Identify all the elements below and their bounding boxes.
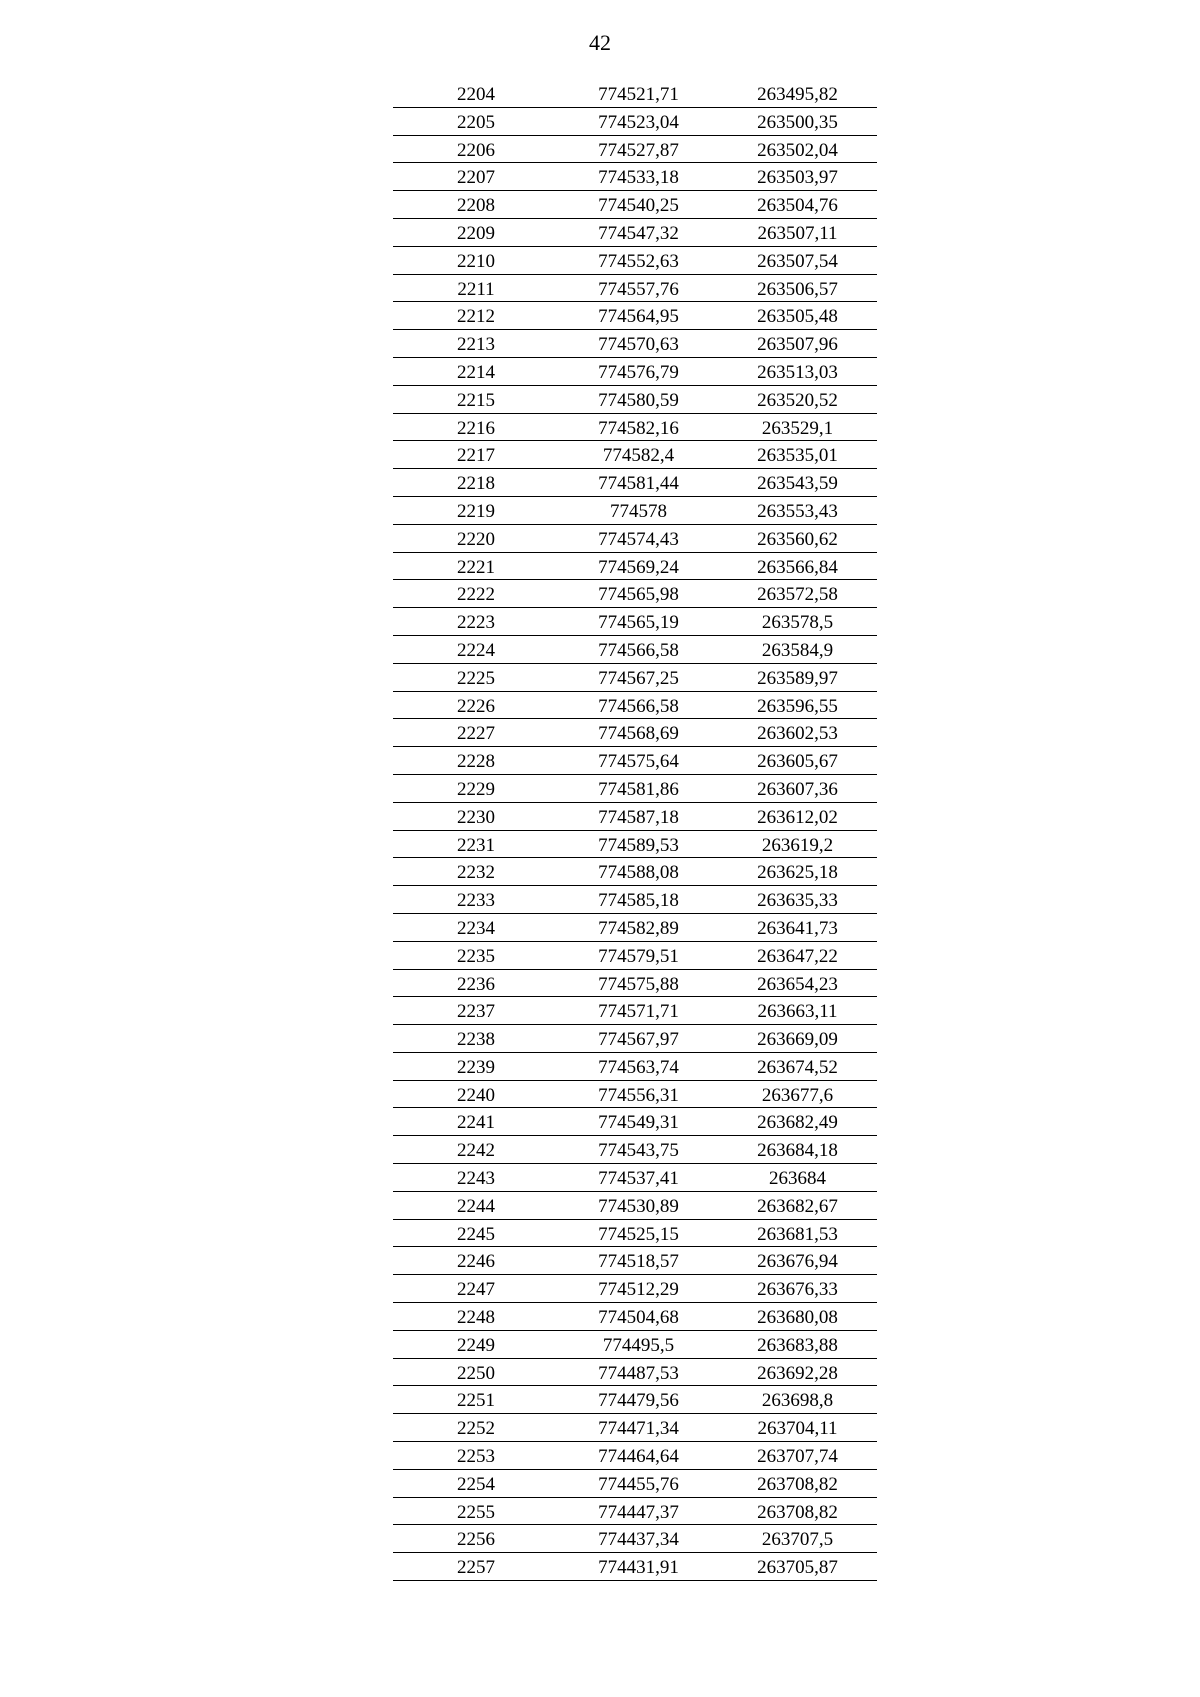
x-coordinate-cell: 774543,75 xyxy=(598,1140,679,1162)
point-number-cell: 2256 xyxy=(457,1529,495,1551)
y-coordinate-cell: 263674,52 xyxy=(757,1056,838,1078)
x-coordinate-cell: 774518,57 xyxy=(598,1251,679,1273)
table-row xyxy=(393,803,877,831)
table-row xyxy=(393,1331,877,1359)
x-coordinate-cell: 774570,63 xyxy=(598,334,679,356)
table-row xyxy=(393,1275,877,1303)
table-row xyxy=(393,302,877,330)
table-row xyxy=(393,1164,877,1192)
point-number-cell: 2254 xyxy=(457,1473,495,1495)
x-coordinate-cell: 774568,69 xyxy=(598,723,679,745)
y-coordinate-cell: 263607,36 xyxy=(757,778,838,800)
y-coordinate-cell: 263684,18 xyxy=(757,1140,838,1162)
table-row xyxy=(393,831,877,859)
table-row xyxy=(393,775,877,803)
table-row xyxy=(393,636,877,664)
point-number-cell: 2235 xyxy=(457,945,495,967)
table-row xyxy=(393,1136,877,1164)
y-coordinate-cell: 263596,55 xyxy=(757,695,838,717)
y-coordinate-cell: 263654,23 xyxy=(757,973,838,995)
y-coordinate-cell: 263647,22 xyxy=(757,945,838,967)
table-row xyxy=(393,469,877,497)
x-coordinate-cell: 774512,29 xyxy=(598,1279,679,1301)
point-number-cell: 2222 xyxy=(457,584,495,606)
x-coordinate-cell: 774579,51 xyxy=(598,945,679,967)
point-number-cell: 2234 xyxy=(457,917,495,939)
y-coordinate-cell: 263619,2 xyxy=(761,834,834,856)
table-row xyxy=(393,1081,877,1109)
x-coordinate-cell: 774582,4 xyxy=(602,445,675,467)
table-row xyxy=(393,108,877,136)
table-row xyxy=(393,163,877,191)
table-row xyxy=(393,275,877,303)
x-coordinate-cell: 774464,64 xyxy=(598,1446,679,1468)
point-number-cell: 2217 xyxy=(457,445,495,467)
table-row xyxy=(393,914,877,942)
x-coordinate-cell: 774525,15 xyxy=(598,1223,679,1245)
y-coordinate-cell: 263707,5 xyxy=(761,1529,834,1551)
x-coordinate-cell: 774576,79 xyxy=(598,361,679,383)
x-coordinate-cell: 774537,41 xyxy=(598,1168,679,1190)
table-row xyxy=(393,80,877,108)
table-row xyxy=(393,247,877,275)
x-coordinate-cell: 774527,87 xyxy=(598,139,679,161)
point-number-cell: 2244 xyxy=(457,1195,495,1217)
x-coordinate-cell: 774566,58 xyxy=(598,639,679,661)
y-coordinate-cell: 263708,82 xyxy=(757,1501,838,1523)
y-coordinate-cell: 263682,49 xyxy=(757,1112,838,1134)
y-coordinate-cell: 263692,28 xyxy=(757,1362,838,1384)
table-row xyxy=(393,1192,877,1220)
y-coordinate-cell: 263504,76 xyxy=(757,195,838,217)
point-number-cell: 2246 xyxy=(457,1251,495,1273)
point-number-cell: 2238 xyxy=(457,1029,495,1051)
y-coordinate-cell: 263529,1 xyxy=(761,417,834,439)
y-coordinate-cell: 263535,01 xyxy=(757,445,838,467)
y-coordinate-cell: 263506,57 xyxy=(757,278,838,300)
y-coordinate-cell: 263543,59 xyxy=(757,473,838,495)
y-coordinate-cell: 263507,54 xyxy=(757,250,838,272)
point-number-cell: 2236 xyxy=(457,973,495,995)
x-coordinate-cell: 774455,76 xyxy=(598,1473,679,1495)
y-coordinate-cell: 263682,67 xyxy=(757,1195,838,1217)
y-coordinate-cell: 263683,88 xyxy=(757,1334,838,1356)
x-coordinate-cell: 774581,44 xyxy=(598,473,679,495)
y-coordinate-cell: 263612,02 xyxy=(757,806,838,828)
point-number-cell: 2250 xyxy=(457,1362,495,1384)
table-row xyxy=(393,553,877,581)
point-number-cell: 2229 xyxy=(457,778,495,800)
table-row xyxy=(393,1525,877,1553)
x-coordinate-cell: 774487,53 xyxy=(598,1362,679,1384)
y-coordinate-cell: 263602,53 xyxy=(757,723,838,745)
x-coordinate-cell: 774447,37 xyxy=(598,1501,679,1523)
point-number-cell: 2248 xyxy=(457,1307,495,1329)
table-row xyxy=(393,608,877,636)
point-number-cell: 2257 xyxy=(457,1557,495,1579)
point-number-cell: 2228 xyxy=(457,751,495,773)
y-coordinate-cell: 263698,8 xyxy=(761,1390,834,1412)
x-coordinate-cell: 774567,25 xyxy=(598,667,679,689)
point-number-cell: 2239 xyxy=(457,1056,495,1078)
y-coordinate-cell: 263560,62 xyxy=(757,528,838,550)
x-coordinate-cell: 774565,19 xyxy=(598,612,679,634)
point-number-cell: 2251 xyxy=(457,1390,495,1412)
x-coordinate-cell: 774437,34 xyxy=(598,1529,679,1551)
point-number-cell: 2240 xyxy=(457,1084,495,1106)
table-row xyxy=(393,719,877,747)
y-coordinate-cell: 263507,96 xyxy=(757,334,838,356)
point-number-cell: 2206 xyxy=(457,139,495,161)
x-coordinate-cell: 774585,18 xyxy=(598,890,679,912)
table-row xyxy=(393,1553,877,1581)
table-row xyxy=(393,970,877,998)
y-coordinate-cell: 263677,6 xyxy=(761,1084,834,1106)
table-row xyxy=(393,1053,877,1081)
table-row xyxy=(393,1108,877,1136)
table-row xyxy=(393,1470,877,1498)
point-number-cell: 2249 xyxy=(457,1334,495,1356)
x-coordinate-cell: 774521,71 xyxy=(598,84,679,105)
table-row xyxy=(393,858,877,886)
x-coordinate-cell: 774431,91 xyxy=(598,1557,679,1579)
table-row xyxy=(393,136,877,164)
point-number-cell: 2209 xyxy=(457,222,495,244)
x-coordinate-cell: 774587,18 xyxy=(598,806,679,828)
x-coordinate-cell: 774557,76 xyxy=(598,278,679,300)
x-coordinate-cell: 774575,88 xyxy=(598,973,679,995)
x-coordinate-cell: 774504,68 xyxy=(598,1307,679,1329)
point-number-cell: 2242 xyxy=(457,1140,495,1162)
x-coordinate-cell: 774479,56 xyxy=(598,1390,679,1412)
y-coordinate-cell: 263605,67 xyxy=(757,751,838,773)
x-coordinate-cell: 774581,86 xyxy=(598,778,679,800)
x-coordinate-cell: 774582,89 xyxy=(598,917,679,939)
x-coordinate-cell: 774565,98 xyxy=(598,584,679,606)
table-row xyxy=(393,692,877,720)
point-number-cell: 2224 xyxy=(457,639,495,661)
point-number-cell: 2204 xyxy=(457,84,495,105)
x-coordinate-cell: 774588,08 xyxy=(598,862,679,884)
x-coordinate-cell: 774471,34 xyxy=(598,1418,679,1440)
point-number-cell: 2232 xyxy=(457,862,495,884)
y-coordinate-cell: 263505,48 xyxy=(757,306,838,328)
point-number-cell: 2227 xyxy=(457,723,495,745)
table-row xyxy=(393,1442,877,1470)
point-number-cell: 2212 xyxy=(457,306,495,328)
x-coordinate-cell: 774552,63 xyxy=(598,250,679,272)
x-coordinate-cell: 774571,71 xyxy=(598,1001,679,1023)
table-row xyxy=(393,886,877,914)
point-number-cell: 2219 xyxy=(457,500,495,522)
point-number-cell: 2221 xyxy=(457,556,495,578)
y-coordinate-cell: 263676,33 xyxy=(757,1279,838,1301)
x-coordinate-cell: 774574,43 xyxy=(598,528,679,550)
y-coordinate-cell: 263572,58 xyxy=(757,584,838,606)
point-number-cell: 2230 xyxy=(457,806,495,828)
table-row xyxy=(393,525,877,553)
y-coordinate-cell: 263681,53 xyxy=(757,1223,838,1245)
y-coordinate-cell: 263684 xyxy=(769,1168,826,1190)
point-number-cell: 2223 xyxy=(457,612,495,634)
x-coordinate-cell: 774582,16 xyxy=(598,417,679,439)
y-coordinate-cell: 263578,5 xyxy=(761,612,834,634)
point-number-cell: 2233 xyxy=(457,890,495,912)
point-number-cell: 2226 xyxy=(457,695,495,717)
point-number-cell: 2218 xyxy=(457,473,495,495)
y-coordinate-cell: 263566,84 xyxy=(757,556,838,578)
point-number-cell: 2208 xyxy=(457,195,495,217)
table-row xyxy=(393,219,877,247)
y-coordinate-cell: 263495,82 xyxy=(757,84,838,105)
table-row xyxy=(393,414,877,442)
x-coordinate-cell: 774575,64 xyxy=(598,751,679,773)
x-coordinate-cell: 774523,04 xyxy=(598,111,679,133)
y-coordinate-cell: 263500,35 xyxy=(757,111,838,133)
point-number-cell: 2215 xyxy=(457,389,495,411)
x-coordinate-cell: 774566,58 xyxy=(598,695,679,717)
y-coordinate-cell: 263704,11 xyxy=(757,1418,838,1440)
x-coordinate-cell: 774530,89 xyxy=(598,1195,679,1217)
x-coordinate-cell: 774578 xyxy=(610,500,667,522)
x-coordinate-cell: 774556,31 xyxy=(598,1084,679,1106)
table-row xyxy=(393,191,877,219)
y-coordinate-cell: 263635,33 xyxy=(757,890,838,912)
x-coordinate-cell: 774564,95 xyxy=(598,306,679,328)
y-coordinate-cell: 263676,94 xyxy=(757,1251,838,1273)
x-coordinate-cell: 774540,25 xyxy=(598,195,679,217)
point-number-cell: 2214 xyxy=(457,361,495,383)
point-number-cell: 2210 xyxy=(457,250,495,272)
table-row xyxy=(393,1025,877,1053)
table-row xyxy=(393,1414,877,1442)
point-number-cell: 2241 xyxy=(457,1112,495,1134)
table-row xyxy=(393,997,877,1025)
point-number-cell: 2231 xyxy=(457,834,495,856)
y-coordinate-cell: 263503,97 xyxy=(757,167,838,189)
page-number: 42 xyxy=(589,30,611,55)
point-number-cell: 2247 xyxy=(457,1279,495,1301)
coordinates-table xyxy=(393,80,877,1581)
table-row xyxy=(393,664,877,692)
x-coordinate-cell: 774563,74 xyxy=(598,1056,679,1078)
y-coordinate-cell: 263705,87 xyxy=(757,1557,838,1579)
x-coordinate-cell: 774547,32 xyxy=(598,222,679,244)
x-coordinate-cell: 774533,18 xyxy=(598,167,679,189)
y-coordinate-cell: 263507,11 xyxy=(757,222,838,244)
point-number-cell: 2253 xyxy=(457,1446,495,1468)
point-number-cell: 2205 xyxy=(457,111,495,133)
table-row xyxy=(393,1359,877,1387)
table-row xyxy=(393,1247,877,1275)
table-row xyxy=(393,1303,877,1331)
y-coordinate-cell: 263641,73 xyxy=(757,917,838,939)
y-coordinate-cell: 263513,03 xyxy=(757,361,838,383)
table-row xyxy=(393,330,877,358)
point-number-cell: 2207 xyxy=(457,167,495,189)
table-row xyxy=(393,747,877,775)
table-row xyxy=(393,497,877,525)
y-coordinate-cell: 263589,97 xyxy=(757,667,838,689)
y-coordinate-cell: 263680,08 xyxy=(757,1307,838,1329)
table-row xyxy=(393,1498,877,1526)
y-coordinate-cell: 263553,43 xyxy=(757,500,838,522)
point-number-cell: 2255 xyxy=(457,1501,495,1523)
table-row xyxy=(393,1220,877,1248)
y-coordinate-cell: 263708,82 xyxy=(757,1473,838,1495)
y-coordinate-cell: 263584,9 xyxy=(761,639,834,661)
x-coordinate-cell: 774549,31 xyxy=(598,1112,679,1134)
point-number-cell: 2245 xyxy=(457,1223,495,1245)
point-number-cell: 2243 xyxy=(457,1168,495,1190)
point-number-cell: 2220 xyxy=(457,528,495,550)
table-row xyxy=(393,441,877,469)
y-coordinate-cell: 263663,11 xyxy=(757,1001,838,1023)
point-number-cell: 2213 xyxy=(457,334,495,356)
point-number-cell: 2225 xyxy=(457,667,495,689)
y-coordinate-cell: 263625,18 xyxy=(757,862,838,884)
point-number-cell: 2211 xyxy=(457,278,495,300)
table-row xyxy=(393,942,877,970)
table-row xyxy=(393,1386,877,1414)
table-row xyxy=(393,580,877,608)
x-coordinate-cell: 774589,53 xyxy=(598,834,679,856)
x-coordinate-cell: 774567,97 xyxy=(598,1029,679,1051)
point-number-cell: 2252 xyxy=(457,1418,495,1440)
y-coordinate-cell: 263520,52 xyxy=(757,389,838,411)
point-number-cell: 2216 xyxy=(457,417,495,439)
point-number-cell: 2237 xyxy=(457,1001,495,1023)
x-coordinate-cell: 774580,59 xyxy=(598,389,679,411)
y-coordinate-cell: 263669,09 xyxy=(757,1029,838,1051)
table-row xyxy=(393,386,877,414)
y-coordinate-cell: 263707,74 xyxy=(757,1446,838,1468)
x-coordinate-cell: 774495,5 xyxy=(602,1334,675,1356)
x-coordinate-cell: 774569,24 xyxy=(598,556,679,578)
y-coordinate-cell: 263502,04 xyxy=(757,139,838,161)
table-row xyxy=(393,358,877,386)
